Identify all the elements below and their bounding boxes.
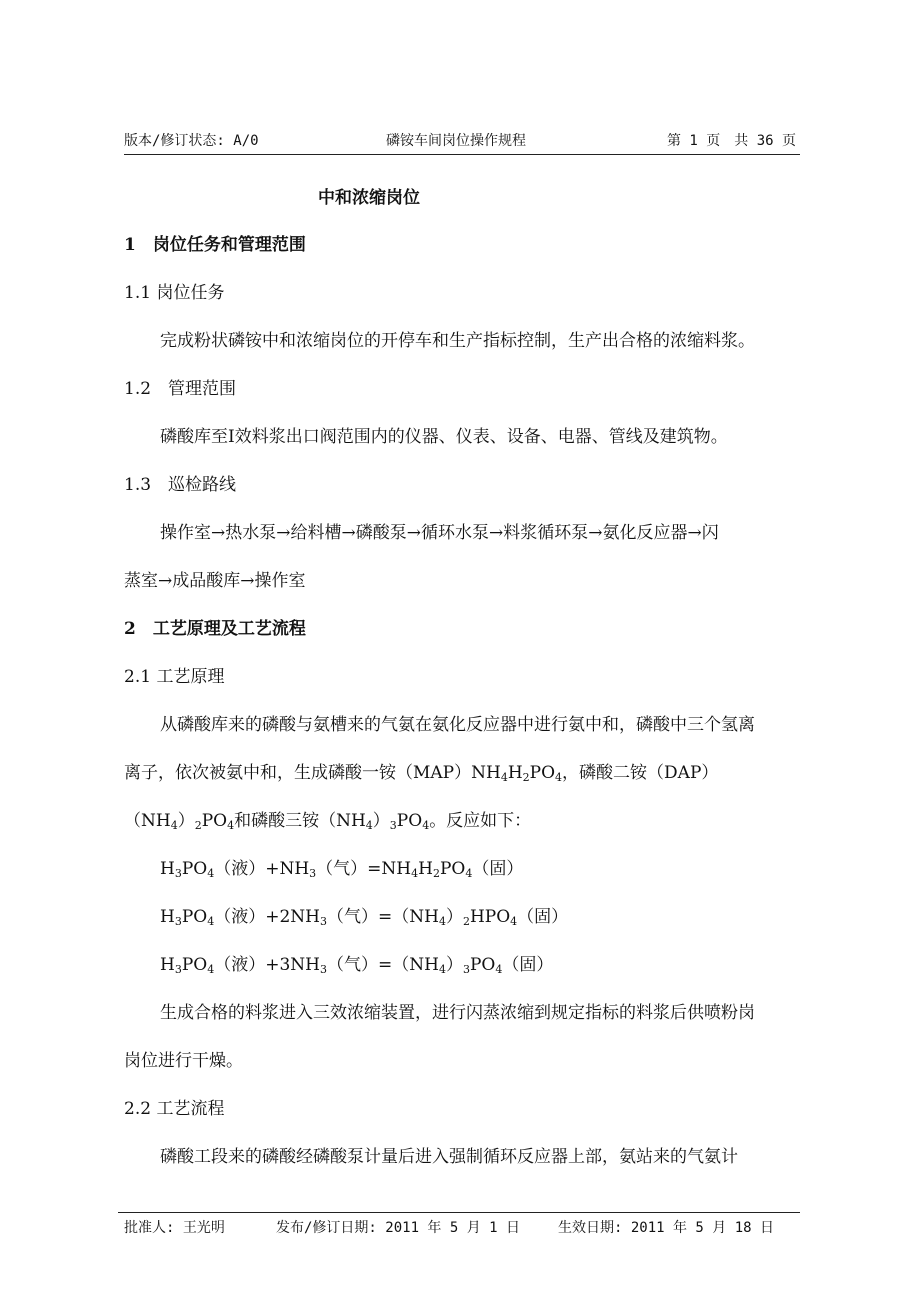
heading-1-1: 1.1 岗位任务 <box>124 283 225 303</box>
paragraph-1-3-line-2: 蒸室→成品酸库→操作室 <box>124 571 306 591</box>
heading-2-1: 2.1 工艺原理 <box>124 667 225 687</box>
issue-date: 发布/修订日期: 2011 年 5 月 1 日 <box>276 1220 521 1236</box>
paragraph-2-1b-line-1: 生成合格的料浆进入三效浓缩装置，进行闪蒸浓缩到规定指标的料浆后供喷粉岗 <box>160 1003 755 1023</box>
document-title: 磷铵车间岗位操作规程 <box>386 133 526 149</box>
equation-2: $H_3PO_4$（液）$+2NH_3$（气）$=(NH_4)_2HPO_4$（固） <box>160 907 569 928</box>
approver: 批准人: 王光明 <box>124 1220 225 1236</box>
version-status: 版本/修订状态: A/0 <box>124 133 259 149</box>
effective-date: 生效日期: 2011 年 5 月 18 日 <box>558 1220 775 1236</box>
paragraph-2-2: 磷酸工段来的磷酸经磷酸泵计量后进入强制循环反应器上部，氨站来的气氨计 <box>160 1147 738 1167</box>
paragraph-2-1-line-2: 离子，依次被氨中和，生成磷酸一铵$(MAP)NH_4H_2PO_4$，磷酸二铵（DAP） <box>124 763 719 784</box>
page-header <box>124 126 800 155</box>
heading-1-2: 1.2 管理范围 <box>124 379 237 399</box>
page-number: 第 1 页 共 36 页 <box>666 133 796 149</box>
heading-1-3: 1.3 巡检路线 <box>124 475 237 495</box>
heading-2: 2 工艺原理及工艺流程 <box>124 619 306 639</box>
paragraph-1-3-line-1: 操作室→热水泵→给料槽→磷酸泵→循环水泵→料浆循环泵→氨化反应器→闪 <box>160 523 719 543</box>
section-title: 中和浓缩岗位 <box>318 188 420 208</box>
heading-1: 1 岗位任务和管理范围 <box>124 235 306 255</box>
heading-2-2: 2.2 工艺流程 <box>124 1099 225 1119</box>
paragraph-1-2: 磷酸库至Ⅰ效料浆出口阀范围内的仪器、仪表、设备、电器、管线及建筑物。 <box>160 427 728 447</box>
page-footer <box>118 1212 800 1236</box>
equation-3: $H_3PO_4$（液）$+3NH_3$（气）$=(NH_4)_3PO_4$（固） <box>160 955 554 976</box>
paragraph-2-1b-line-2: 岗位进行干燥。 <box>124 1051 243 1071</box>
paragraph-1-1: 完成粉状磷铵中和浓缩岗位的开停车和生产指标控制，生产出合格的浓缩料浆。 <box>160 331 755 351</box>
equation-1: $H_3PO_4$（液）$+NH_3$（气）$=NH_4H_2PO_4$（固） <box>160 859 524 880</box>
paragraph-2-1-line-1: 从磷酸库来的磷酸与氨槽来的气氨在氨化反应器中进行氨中和，磷酸中三个氢离 <box>160 715 755 735</box>
paragraph-2-1-line-3: $(NH_4)_2PO_4$和磷酸三铵$(NH_4)_3PO_4$。反应如下： <box>124 811 532 832</box>
